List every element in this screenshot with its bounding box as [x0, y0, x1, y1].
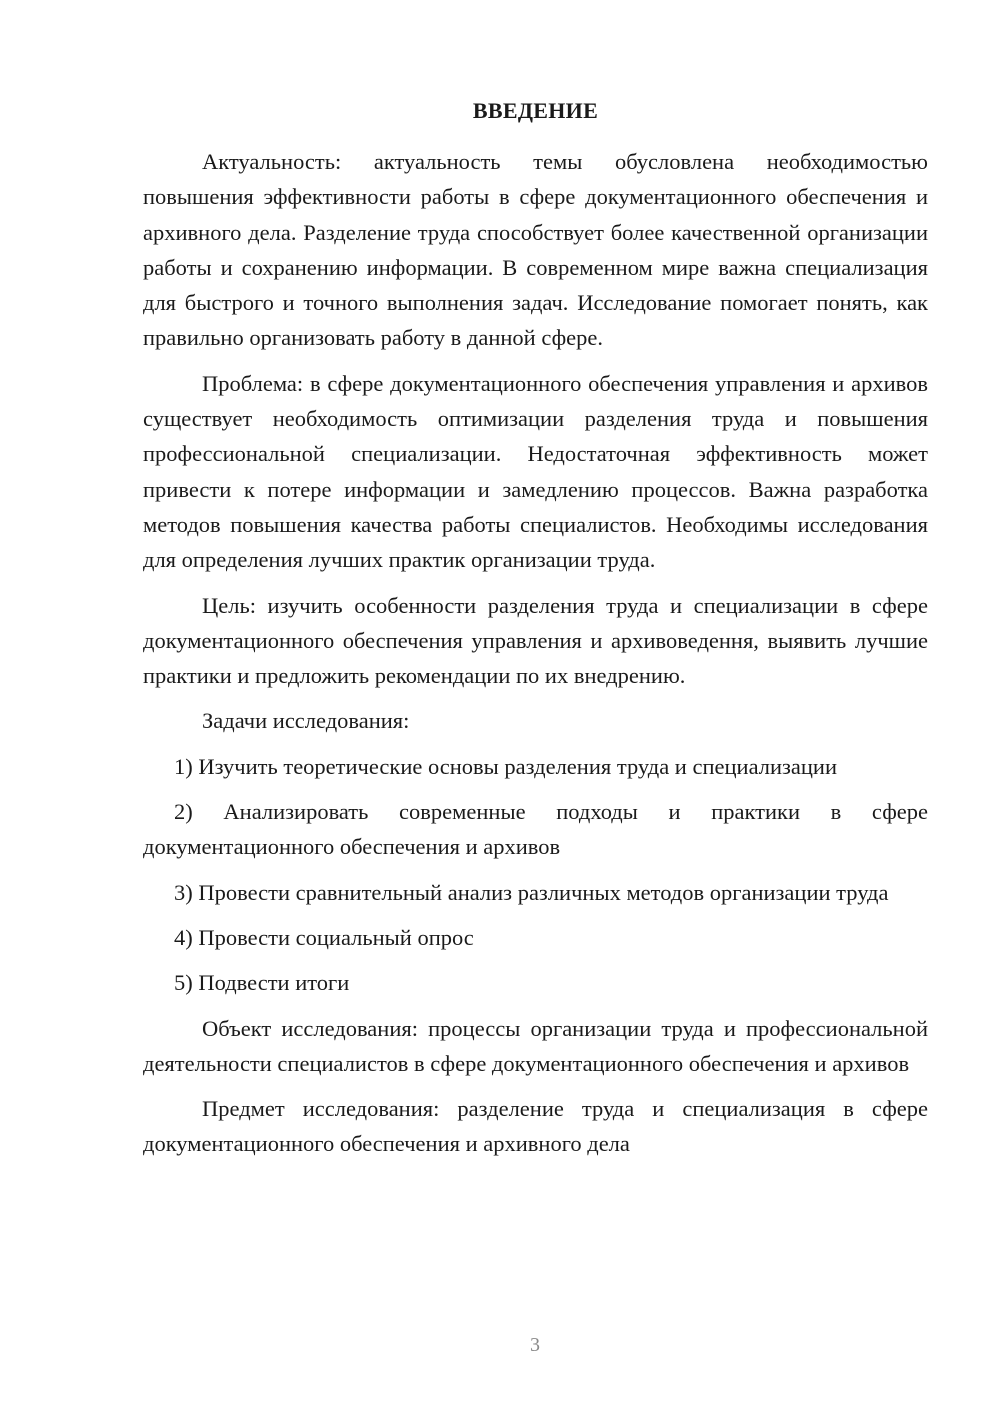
problem-paragraph: Проблема: в сфере документационного обеспечения управления и архивов существует необходимость оптимизации разделения труда и повышения профессиональной специализации. Недостаточная эффективность может привести к потере информации и замедлению процессов. Важна разработка методов повышения качества работы специалистов. Необходимы исследования для определения лучших практик организации труда. [143, 370, 928, 573]
relevance-paragraph: Актуальность: актуальность темы обусловлена необходимостью повышения эффективности работы в сфере документационного обеспечения и архивного дела. Разделение труда способствует более качественной организации работы и сохранению информации. В современном мире важна специализация для быстрого и точного выполнения задач. Исследование помогает понять, как правильно организовать работу в данной сфере. [143, 149, 928, 351]
page-number: 3 [530, 1334, 540, 1356]
object-paragraph: Объект исследования: процессы организации труда и профессиональной деятельности специалистов в сфере документационного обеспечения и архивов [143, 1015, 928, 1076]
subject-paragraph: Предмет исследования: разделение труда и специализация в сфере документационного обеспечения и архивного дела [143, 1096, 928, 1157]
task-item-5: 5) Подвести итоги [174, 970, 350, 996]
task-item-2: 2) Анализировать современные подходы и практики в сфере документационного обеспечения и архивов [143, 799, 928, 860]
page-content [143, 96, 928, 1172]
goal-paragraph: Цель: изучить особенности разделения труда и специализации в сфере документационного обеспечения управления и архивоведення, выявить лучшие практики и предложить рекомендации по их внедрению. [143, 592, 928, 689]
task-item-1: 1) Изучить теоретические основы разделения труда и специализации [174, 753, 838, 779]
section-title: ВВЕДЕНИЕ [472, 98, 599, 123]
task-item-4: 4) Провести социальный опрос [174, 924, 474, 950]
task-item-3: 3) Провести сравнительный анализ различных методов организации труда [174, 879, 889, 905]
tasks-heading: Задачи исследования: [202, 708, 410, 734]
